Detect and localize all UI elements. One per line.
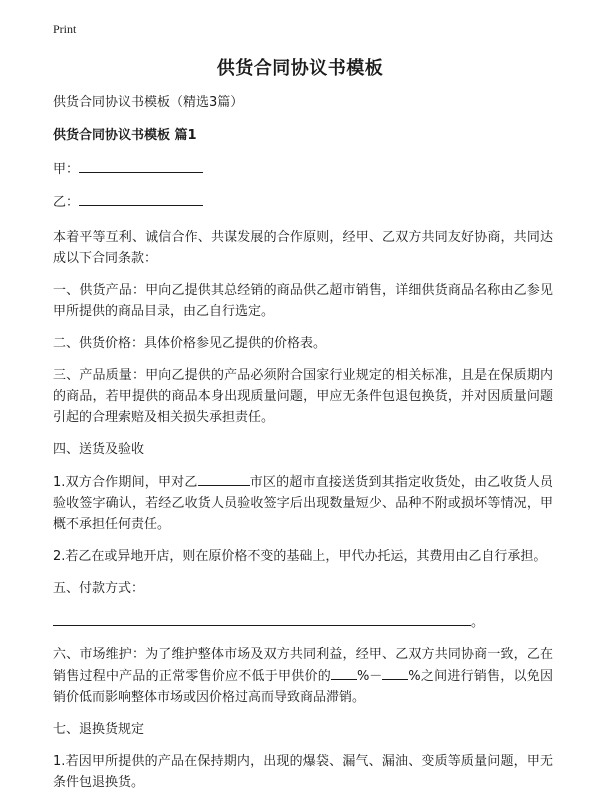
clause-5-heading: 五、付款方式： <box>53 581 145 596</box>
document-body <box>53 92 553 804</box>
clause-3: 三、产品质量：甲向乙提供的产品必须附合国家行业规定的相关标准，且是在保质期内的商品，若甲提供的商品本身出现质量问题，甲应无条件包退包换货，并对因质量问题引起的合理索赔及相关损失承担责任。 <box>53 368 553 425</box>
document-subtitle: 供货合同协议书模板（精选3篇） <box>53 95 244 110</box>
party-a-label: 甲： <box>53 162 80 177</box>
city-blank <box>198 471 250 486</box>
clause-6 <box>53 644 553 708</box>
section-heading: 供货合同协议书模板 篇1 <box>53 128 197 143</box>
clause-4-heading: 四、送货及验收 <box>53 442 145 457</box>
party-b-blank <box>79 191 203 206</box>
payment-blank <box>53 610 471 626</box>
clause-6-part-b: %－ <box>356 669 383 684</box>
clause-7-heading: 七、退换货规定 <box>53 722 145 737</box>
party-b-line <box>53 191 553 213</box>
clause-4-1 <box>53 471 553 535</box>
clause-4-1-part-b: 市区的超市直接送货到其指定收货处，由乙收货人员验收签字确认，若经乙收货人员验收签字后出现数量短少、品种不附或损坏等情况，甲概不承担任何责任。 <box>53 475 553 532</box>
clause-4-1-part-a: 1.双方合作期间，甲对乙 <box>53 475 198 490</box>
party-a-blank <box>79 158 203 173</box>
clause-4-2: 2.若乙在或异地开店，则在原价格不变的基础上，甲代办托运，其费用由乙自行承担。 <box>53 549 547 564</box>
clause-6-part-c: %之间进行销售，以免因销价低而影响整体市场或因价格过高而导致商品滞销。 <box>53 669 553 705</box>
payment-line-end: 。 <box>471 615 485 630</box>
clause-1: 一、供货产品：甲向乙提供其总经销的商品供乙超市销售，详细供货商品名称由乙参见甲所提供的商品目录，由乙自行选定。 <box>53 283 553 319</box>
payment-line <box>53 610 553 633</box>
clause-6-part-a: 六、市场维护：为了维护整体市场及双方共同利益，经甲、乙双方共同协商一致，乙在销售过程中产品的正常零售价应不低于甲供价的 <box>53 647 553 684</box>
page-title: 供货合同协议书模板 <box>216 58 384 79</box>
percent-max-blank <box>382 665 408 680</box>
party-a-line <box>53 158 553 180</box>
clause-2: 二、供货价格：具体价格参见乙提供的价格表。 <box>53 336 327 351</box>
intro-paragraph: 本着平等互利、诚信合作、共谋发展的合作原则，经甲、乙双方共同友好协商，共同达成以下合同条款： <box>53 230 553 266</box>
party-b-label: 乙： <box>53 195 80 210</box>
print-link[interactable]: Print <box>53 22 77 36</box>
clause-7-1: 1.若因甲所提供的产品在保持期内，出现的爆袋、漏气、漏油、变质等质量问题，甲无条件包退换货。 <box>53 754 553 790</box>
percent-min-blank <box>331 665 357 680</box>
